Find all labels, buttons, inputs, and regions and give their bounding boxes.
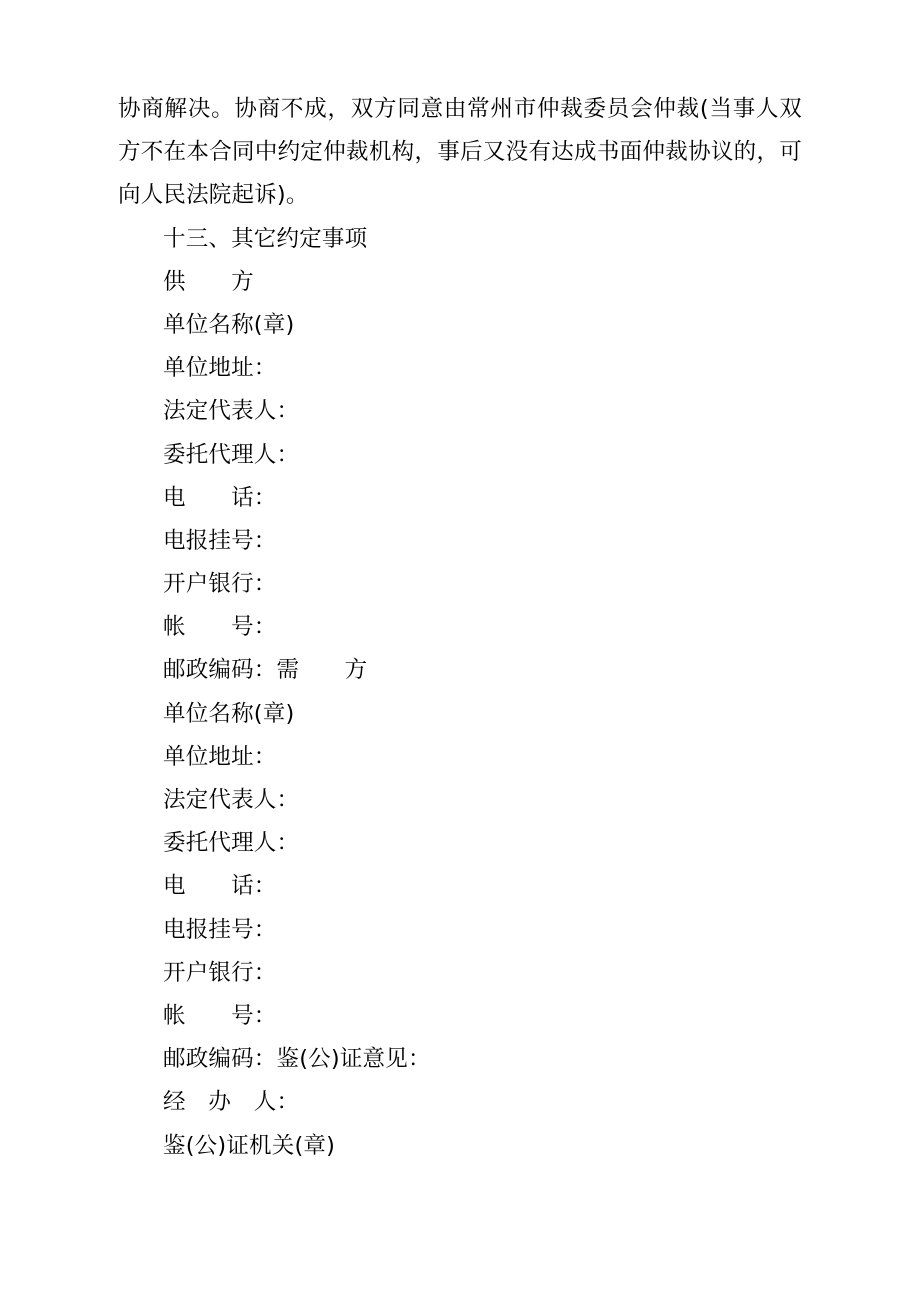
buyer-authorized-agent: 委托代理人： [163,830,300,857]
handling-person: 经 办 人： [163,1089,300,1116]
buyer-telegraph-number: 电报挂号： [163,916,277,943]
supplier-telephone: 电 话： [163,484,277,511]
supplier-bank: 开户银行： [163,571,277,598]
buyer-legal-representative: 法定代表人： [163,787,300,813]
buyer-account-number: 帐 号： [163,1002,277,1029]
supplier-unit-name: 单位名称(章) [163,311,295,338]
supplier-postal-code-and-buyer-heading: 邮政编码：需 方 [163,657,368,684]
supplier-telegraph-number: 电报挂号： [163,527,277,554]
supplier-authorized-agent: 委托代理人： [163,441,300,468]
supplier-heading: 供 方 [163,268,254,295]
buyer-postal-code-and-notarization-opinion: 邮政编码：鉴(公)证意见： [163,1046,431,1073]
buyer-telephone: 电 话： [163,873,277,900]
notarization-authority: 鉴(公)证机关(章) [163,1132,336,1159]
arbitration-clause: 协商解决。协商不成，双方同意由常州市仲裁委员会仲裁(当事人双方不在本合同中约定仲裁机构，事后又没有达成书面仲裁协议的，可向人民法院起诉)。 [118,96,802,209]
supplier-unit-address: 单位地址： [163,355,277,382]
buyer-unit-address: 单位地址： [163,743,277,770]
buyer-unit-name: 单位名称(章) [163,700,295,727]
buyer-bank: 开户银行： [163,959,277,986]
supplier-legal-representative: 法定代表人： [163,398,300,425]
section-heading-other-terms: 十三、其它约定事项 [163,225,368,252]
document-body [118,88,802,1168]
supplier-account-number: 帐 号： [163,614,277,641]
